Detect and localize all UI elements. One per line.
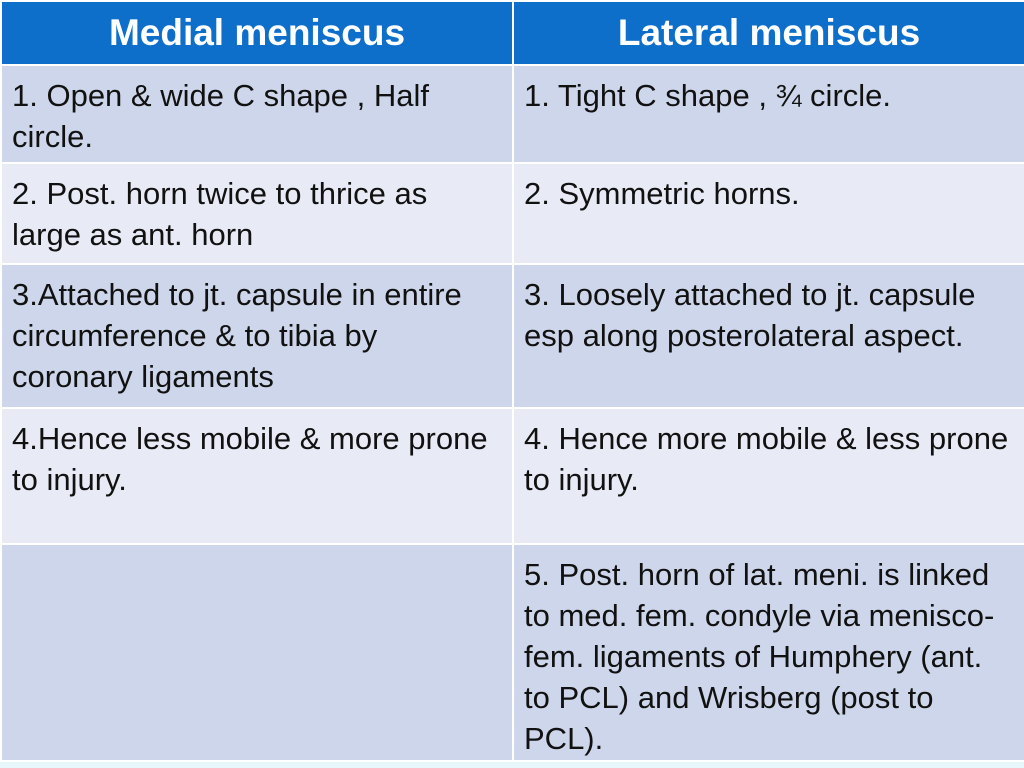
medial-cell: 4.Hence less mobile & more prone to injury. bbox=[1, 408, 513, 544]
lateral-cell: 3. Loosely attached to jt. capsule esp along posterolateral aspect. bbox=[513, 264, 1024, 408]
header-row bbox=[1, 1, 1024, 65]
table-row bbox=[1, 163, 1024, 264]
medial-cell bbox=[1, 544, 513, 761]
header-medial-meniscus: Medial meniscus bbox=[1, 1, 513, 65]
lateral-cell: 5. Post. horn of lat. meni. is linked to med. fem. condyle via menisco-fem. ligaments of Humphery (ant. to PCL) and Wrisberg (post to PCL). bbox=[513, 544, 1024, 761]
medial-cell: 1. Open & wide C shape , Half circle. bbox=[1, 65, 513, 163]
lateral-cell: 1. Tight C shape , ¾ circle. bbox=[513, 65, 1024, 163]
table-row bbox=[1, 65, 1024, 163]
table-row bbox=[1, 544, 1024, 761]
lateral-cell: 4. Hence more mobile & less prone to injury. bbox=[513, 408, 1024, 544]
table-row bbox=[1, 408, 1024, 544]
medial-cell: 3.Attached to jt. capsule in entire circumference & to tibia by coronary ligaments bbox=[1, 264, 513, 408]
lateral-cell: 2. Symmetric horns. bbox=[513, 163, 1024, 264]
header-lateral-meniscus: Lateral meniscus bbox=[513, 1, 1024, 65]
medial-cell: 2. Post. horn twice to thrice as large as ant. horn bbox=[1, 163, 513, 264]
table-row bbox=[1, 264, 1024, 408]
